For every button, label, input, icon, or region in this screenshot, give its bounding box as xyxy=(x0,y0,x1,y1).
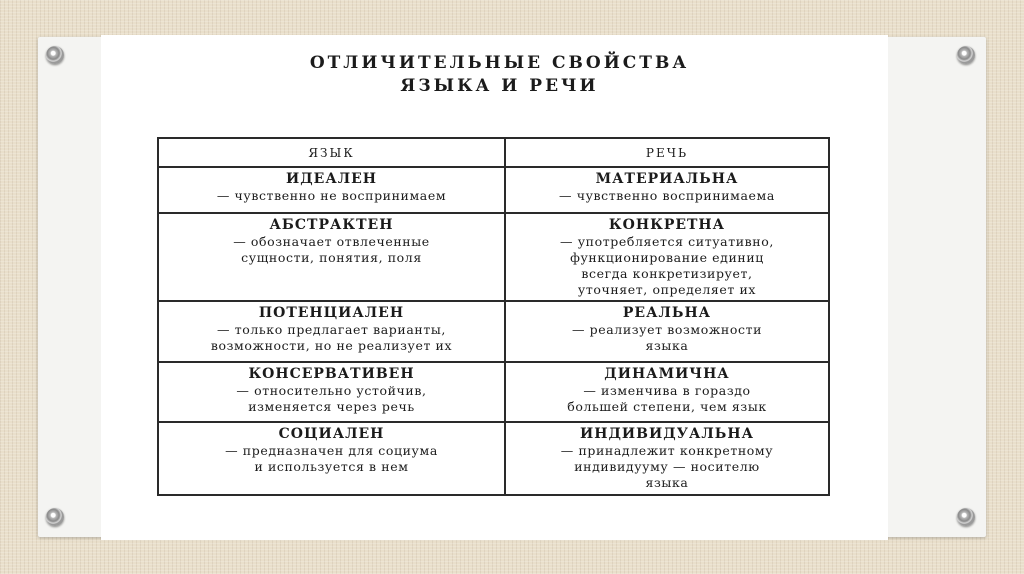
pin-top-right-icon xyxy=(957,46,975,64)
document-title xyxy=(101,52,888,98)
table-row xyxy=(158,362,829,422)
language-property: КОНСЕРВАТИВЕН xyxy=(248,366,415,382)
speech-property: ИНДИВИДУАЛЬНА xyxy=(580,426,754,442)
title-line-2: ЯЗЫКА И РЕЧИ xyxy=(400,76,599,96)
speech-property: ДИНАМИЧНА xyxy=(604,366,730,382)
language-description: — относительно устойчив, изменяется через речь xyxy=(236,383,427,414)
speech-description: — реализует возможности языка xyxy=(571,322,763,353)
speech-property: РЕАЛЬНА xyxy=(622,305,712,321)
table-row xyxy=(158,213,829,301)
language-description: — предназначен для социума и используется в нем xyxy=(225,443,438,474)
language-property: АБСТРАКТЕН xyxy=(269,217,394,233)
speech-property: МАТЕРИАЛЬНА xyxy=(595,171,739,187)
speech-description: — принадлежит конкретному индивидууму — носителю языка xyxy=(560,443,774,490)
language-cell xyxy=(158,422,505,495)
language-description: — только предлагает варианты, возможности, но не реализует их xyxy=(210,322,453,353)
language-property: ПОТЕНЦИАЛЕН xyxy=(258,305,405,321)
table-row xyxy=(158,167,829,213)
speech-description: — употребляется ситуативно, функционирование единиц всегда конкретизирует, уточняет, определяет их xyxy=(560,234,774,297)
speech-cell xyxy=(505,167,829,213)
speech-cell xyxy=(505,301,829,362)
language-description: — чувственно не воспринимаем xyxy=(216,188,447,203)
pin-top-left-icon xyxy=(46,46,64,64)
document-sheet xyxy=(101,35,888,540)
language-property: СОЦИАЛЕН xyxy=(278,426,385,442)
header-language: ЯЗЫК xyxy=(158,138,505,167)
language-description: — обозначает отвлеченные сущности, понятия, поля xyxy=(233,234,430,265)
language-cell xyxy=(158,362,505,422)
speech-cell xyxy=(505,213,829,301)
language-cell xyxy=(158,213,505,301)
comparison-table xyxy=(157,137,830,496)
speech-description: — изменчива в гораздо большей степени, чем язык xyxy=(567,383,767,414)
header-speech: РЕЧЬ xyxy=(505,138,829,167)
pin-bottom-right-icon xyxy=(957,508,975,526)
speech-cell xyxy=(505,422,829,495)
table-row xyxy=(158,422,829,495)
speech-property: КОНКРЕТНА xyxy=(608,217,726,233)
title-line-1: ОТЛИЧИТЕЛЬНЫЕ СВОЙСТВА xyxy=(309,53,690,73)
table-row xyxy=(158,301,829,362)
language-cell xyxy=(158,167,505,213)
language-cell xyxy=(158,301,505,362)
pin-bottom-left-icon xyxy=(46,508,64,526)
speech-description: — чувственно воспринимаема xyxy=(559,188,775,203)
speech-cell xyxy=(505,362,829,422)
table-header-row xyxy=(158,138,829,167)
language-property: ИДЕАЛЕН xyxy=(285,171,378,187)
